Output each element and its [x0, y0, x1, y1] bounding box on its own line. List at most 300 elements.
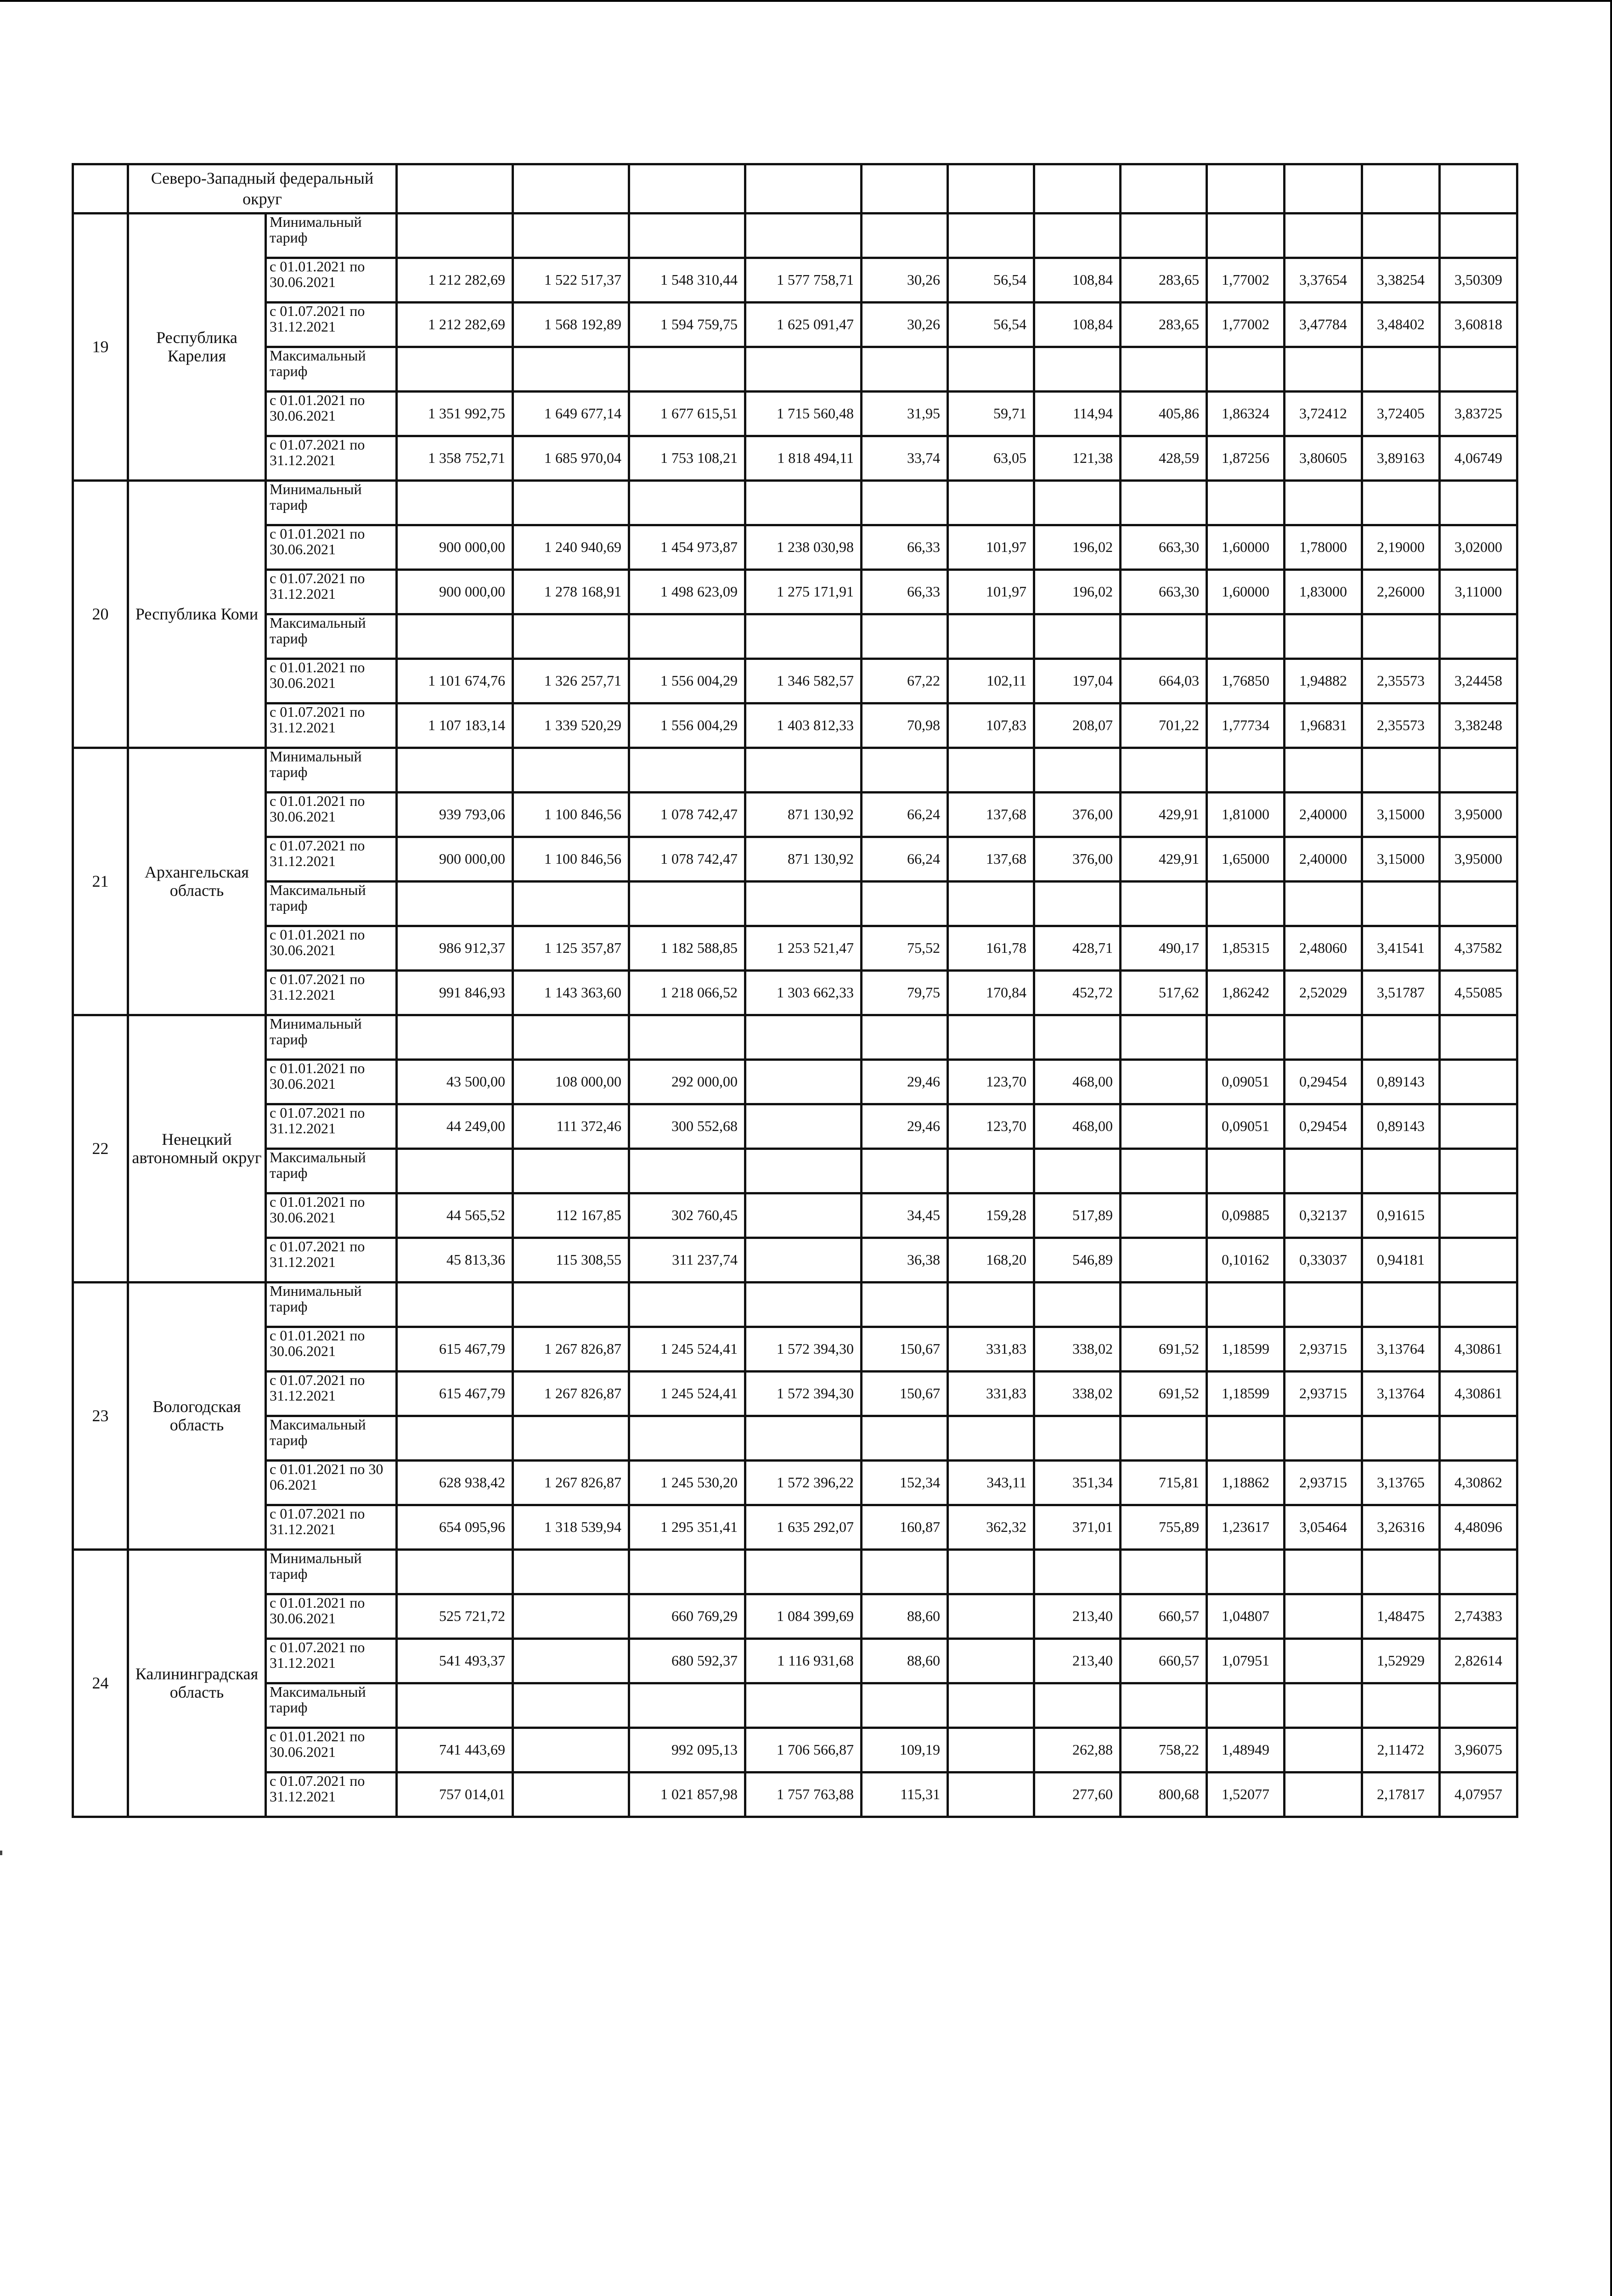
value-cell	[1285, 1728, 1362, 1773]
value-cell: 3,15000	[1362, 837, 1440, 882]
region-row	[73, 1149, 1517, 1193]
value-cell: 338,02	[1034, 1327, 1121, 1372]
empty-cell	[629, 614, 745, 659]
region-number: 24	[73, 1550, 128, 1817]
value-cell: 1 568 192,89	[513, 303, 629, 347]
value-cell: 2,93715	[1285, 1461, 1362, 1505]
value-cell: 1 078 742,47	[629, 837, 745, 882]
empty-cell	[1121, 347, 1207, 392]
value-cell: 1,04807	[1207, 1594, 1285, 1639]
empty-cell	[948, 1683, 1034, 1728]
value-cell	[1440, 1104, 1517, 1149]
max-tariff-label: Максимальный тариф	[266, 347, 397, 392]
value-cell: 101,97	[948, 570, 1034, 614]
value-cell: 150,67	[862, 1372, 948, 1416]
value-cell: 1 577 758,71	[745, 258, 862, 303]
value-cell: 331,83	[948, 1372, 1034, 1416]
region-row	[73, 614, 1517, 659]
empty-cell	[1362, 1149, 1440, 1193]
value-cell: 4,30862	[1440, 1461, 1517, 1505]
value-cell: 429,91	[1121, 837, 1207, 882]
empty-cell	[1034, 614, 1121, 659]
value-cell: 300 552,68	[629, 1104, 745, 1149]
value-cell: 102,11	[948, 659, 1034, 703]
empty-cell	[745, 1149, 862, 1193]
empty-cell	[862, 614, 948, 659]
empty-cell	[1121, 481, 1207, 525]
empty-cell	[1440, 214, 1517, 258]
period-label: с 01.07.2021 по 31.12.2021	[266, 703, 397, 748]
period-row	[73, 392, 1517, 436]
value-cell: 1 212 282,69	[397, 258, 513, 303]
empty-cell	[629, 481, 745, 525]
period-row	[73, 525, 1517, 570]
value-cell: 338,02	[1034, 1372, 1121, 1416]
value-cell	[1440, 1238, 1517, 1283]
value-cell: 109,19	[862, 1728, 948, 1773]
value-cell: 3,83725	[1440, 392, 1517, 436]
empty-cell	[745, 614, 862, 659]
value-cell: 1 635 292,07	[745, 1505, 862, 1550]
value-cell: 517,62	[1121, 971, 1207, 1015]
value-cell: 1,86324	[1207, 392, 1285, 436]
empty-cell	[1207, 214, 1285, 258]
empty-cell	[948, 882, 1034, 926]
value-cell: 123,70	[948, 1060, 1034, 1104]
period-label: с 01.07.2021 по 31.12.2021	[266, 436, 397, 481]
value-cell: 1 084 399,69	[745, 1594, 862, 1639]
value-cell: 123,70	[948, 1104, 1034, 1149]
value-cell: 1 326 257,71	[513, 659, 629, 703]
min-tariff-label: Минимальный тариф	[266, 1015, 397, 1060]
empty-cell	[513, 1149, 629, 1193]
value-cell: 311 237,74	[629, 1238, 745, 1283]
value-cell: 1 358 752,71	[397, 436, 513, 481]
value-cell: 3,48402	[1362, 303, 1440, 347]
value-cell: 351,34	[1034, 1461, 1121, 1505]
empty-cell	[745, 1416, 862, 1461]
value-cell: 1 116 931,68	[745, 1639, 862, 1683]
period-label: с 01.01.2021 по 30.06.2021	[266, 926, 397, 971]
region-row	[73, 214, 1517, 258]
empty-cell	[1440, 1550, 1517, 1594]
empty-cell	[862, 481, 948, 525]
empty-cell	[397, 1015, 513, 1060]
empty-cell	[1207, 1550, 1285, 1594]
value-cell: 3,95000	[1440, 793, 1517, 837]
value-cell: 1 572 396,22	[745, 1461, 862, 1505]
value-cell: 101,97	[948, 525, 1034, 570]
value-cell: 991 846,93	[397, 971, 513, 1015]
empty-cell	[1121, 1283, 1207, 1327]
empty-cell	[1285, 1550, 1362, 1594]
value-cell: 3,15000	[1362, 793, 1440, 837]
value-cell: 1 522 517,37	[513, 258, 629, 303]
empty-cell	[1034, 748, 1121, 793]
value-cell: 1 212 282,69	[397, 303, 513, 347]
empty-cell	[513, 1550, 629, 1594]
value-cell: 75,52	[862, 926, 948, 971]
value-cell: 170,84	[948, 971, 1034, 1015]
value-cell: 1 685 970,04	[513, 436, 629, 481]
region-row	[73, 1015, 1517, 1060]
empty-cell	[397, 882, 513, 926]
value-cell: 2,11472	[1362, 1728, 1440, 1773]
value-cell: 4,06749	[1440, 436, 1517, 481]
empty-cell	[513, 1683, 629, 1728]
value-cell	[1121, 1193, 1207, 1238]
max-tariff-label: Максимальный тариф	[266, 1149, 397, 1193]
empty-cell	[862, 1416, 948, 1461]
value-cell: 1 403 812,33	[745, 703, 862, 748]
value-cell: 3,95000	[1440, 837, 1517, 882]
empty-cell	[629, 1683, 745, 1728]
value-cell	[513, 1728, 629, 1773]
value-cell: 108,84	[1034, 258, 1121, 303]
value-cell: 115,31	[862, 1773, 948, 1817]
value-cell: 1,23617	[1207, 1505, 1285, 1550]
value-cell: 1 278 168,91	[513, 570, 629, 614]
value-cell: 741 443,69	[397, 1728, 513, 1773]
value-cell: 1 107 183,14	[397, 703, 513, 748]
value-cell: 34,45	[862, 1193, 948, 1238]
empty-cell	[629, 214, 745, 258]
region-number: 21	[73, 748, 128, 1015]
empty-cell	[1121, 1015, 1207, 1060]
value-cell: 1 218 066,52	[629, 971, 745, 1015]
value-cell: 3,13765	[1362, 1461, 1440, 1505]
value-cell	[1285, 1639, 1362, 1683]
value-cell: 1 245 524,41	[629, 1372, 745, 1416]
period-label: с 01.07.2021 по 31.12.2021	[266, 837, 397, 882]
period-row	[73, 837, 1517, 882]
value-cell: 115 308,55	[513, 1238, 629, 1283]
value-cell: 4,30861	[1440, 1327, 1517, 1372]
value-cell: 541 493,37	[397, 1639, 513, 1683]
value-cell: 161,78	[948, 926, 1034, 971]
value-cell: 59,71	[948, 392, 1034, 436]
value-cell: 112 167,85	[513, 1193, 629, 1238]
value-cell: 376,00	[1034, 837, 1121, 882]
period-label: с 01.01.2021 по 30.06.2021	[266, 1060, 397, 1104]
period-label: с 01.07.2021 по 31.12.2021	[266, 570, 397, 614]
value-cell: 197,04	[1034, 659, 1121, 703]
max-tariff-label: Максимальный тариф	[266, 614, 397, 659]
value-cell: 4,55085	[1440, 971, 1517, 1015]
period-label: с 01.07.2021 по 31.12.2021	[266, 303, 397, 347]
value-cell: 3,72412	[1285, 392, 1362, 436]
value-cell: 196,02	[1034, 525, 1121, 570]
empty-cell	[1034, 1283, 1121, 1327]
value-cell: 137,68	[948, 837, 1034, 882]
value-cell: 1 182 588,85	[629, 926, 745, 971]
value-cell: 1 572 394,30	[745, 1372, 862, 1416]
value-cell: 3,96075	[1440, 1728, 1517, 1773]
empty-cell	[745, 481, 862, 525]
value-cell: 1,52077	[1207, 1773, 1285, 1817]
period-row	[73, 303, 1517, 347]
empty-cell	[745, 347, 862, 392]
region-number: 23	[73, 1283, 128, 1550]
empty-cell	[862, 1550, 948, 1594]
empty-cell	[1121, 748, 1207, 793]
empty-cell	[745, 748, 862, 793]
value-cell	[1440, 1060, 1517, 1104]
value-cell: 452,72	[1034, 971, 1121, 1015]
region-row	[73, 481, 1517, 525]
period-row	[73, 1773, 1517, 1817]
empty-cell	[1207, 1149, 1285, 1193]
region-name: Ненецкий автономный округ	[128, 1015, 266, 1283]
value-cell: 66,24	[862, 837, 948, 882]
value-cell: 67,22	[862, 659, 948, 703]
empty-cell	[1362, 214, 1440, 258]
period-label: с 01.07.2021 по 31.12.2021	[266, 1505, 397, 1550]
value-cell: 1 649 677,14	[513, 392, 629, 436]
empty-cell	[397, 748, 513, 793]
empty-cell	[1207, 614, 1285, 659]
empty-cell	[745, 214, 862, 258]
value-cell: 1 245 524,41	[629, 1327, 745, 1372]
scan-edge-right	[1610, 0, 1612, 2296]
value-cell: 1 238 030,98	[745, 525, 862, 570]
value-cell: 56,54	[948, 303, 1034, 347]
value-cell: 88,60	[862, 1594, 948, 1639]
period-row	[73, 659, 1517, 703]
value-cell: 3,41541	[1362, 926, 1440, 971]
empty-cell	[513, 1015, 629, 1060]
value-cell: 3,11000	[1440, 570, 1517, 614]
empty-cell	[1285, 748, 1362, 793]
value-cell: 45 813,36	[397, 1238, 513, 1283]
value-cell: 1 572 394,30	[745, 1327, 862, 1372]
period-row	[73, 1104, 1517, 1149]
value-cell: 1 339 520,29	[513, 703, 629, 748]
value-cell: 1,18862	[1207, 1461, 1285, 1505]
period-row	[73, 1461, 1517, 1505]
value-cell: 1,87256	[1207, 436, 1285, 481]
value-cell: 56,54	[948, 258, 1034, 303]
value-cell: 66,24	[862, 793, 948, 837]
period-row	[73, 1327, 1517, 1372]
value-cell: 3,26316	[1362, 1505, 1440, 1550]
value-cell: 4,07957	[1440, 1773, 1517, 1817]
empty-cell	[629, 882, 745, 926]
value-cell: 160,87	[862, 1505, 948, 1550]
region-name: Республика Карелия	[128, 214, 266, 481]
empty-cell	[1362, 347, 1440, 392]
period-label: с 01.07.2021 по 31.12.2021	[266, 971, 397, 1015]
value-cell: 150,67	[862, 1327, 948, 1372]
period-label: с 01.07.2021 по 31.12.2021	[266, 1238, 397, 1283]
empty-cell	[1362, 481, 1440, 525]
value-cell: 428,59	[1121, 436, 1207, 481]
region-name: Калининградская область	[128, 1550, 266, 1817]
value-cell: 1,60000	[1207, 570, 1285, 614]
value-cell: 2,19000	[1362, 525, 1440, 570]
value-cell: 1 303 662,33	[745, 971, 862, 1015]
value-cell: 3,50309	[1440, 258, 1517, 303]
empty-cell	[397, 1149, 513, 1193]
empty-cell	[1207, 748, 1285, 793]
value-cell: 1,65000	[1207, 837, 1285, 882]
empty-cell	[1362, 1283, 1440, 1327]
value-cell: 44 565,52	[397, 1193, 513, 1238]
value-cell: 137,68	[948, 793, 1034, 837]
empty-cell	[397, 1283, 513, 1327]
period-row	[73, 570, 1517, 614]
value-cell: 654 095,96	[397, 1505, 513, 1550]
empty-cell	[1285, 1283, 1362, 1327]
value-cell: 900 000,00	[397, 525, 513, 570]
value-cell: 1 454 973,87	[629, 525, 745, 570]
value-cell: 701,22	[1121, 703, 1207, 748]
region-row	[73, 1683, 1517, 1728]
value-cell: 1,60000	[1207, 525, 1285, 570]
scan-edge-top	[0, 0, 1612, 2]
empty-cell	[1121, 1416, 1207, 1461]
period-label: с 01.07.2021 по 31.12.2021	[266, 1773, 397, 1817]
value-cell: 43 500,00	[397, 1060, 513, 1104]
empty-cell	[745, 1015, 862, 1060]
empty-cell	[745, 1550, 862, 1594]
period-row	[73, 1505, 1517, 1550]
value-cell: 660,57	[1121, 1594, 1207, 1639]
region-name: Вологодская область	[128, 1283, 266, 1550]
value-cell: 1 125 357,87	[513, 926, 629, 971]
value-cell: 0,09885	[1207, 1193, 1285, 1238]
value-cell: 1,78000	[1285, 525, 1362, 570]
empty-cell	[1440, 882, 1517, 926]
empty-cell	[1121, 1683, 1207, 1728]
empty-cell	[397, 347, 513, 392]
empty-cell	[1121, 882, 1207, 926]
empty-cell	[629, 1416, 745, 1461]
value-cell: 3,47784	[1285, 303, 1362, 347]
value-cell: 3,38248	[1440, 703, 1517, 748]
region-name: Архангельская область	[128, 748, 266, 1015]
value-cell: 213,40	[1034, 1594, 1121, 1639]
value-cell: 2,17817	[1362, 1773, 1440, 1817]
value-cell: 3,13764	[1362, 1327, 1440, 1372]
value-cell	[1121, 1238, 1207, 1283]
empty-cell	[1121, 1550, 1207, 1594]
empty-cell	[948, 1149, 1034, 1193]
empty-cell	[1207, 481, 1285, 525]
empty-cell	[862, 347, 948, 392]
value-cell: 1 267 826,87	[513, 1372, 629, 1416]
scan-mark	[0, 1851, 2, 1855]
empty-cell	[513, 1283, 629, 1327]
period-label: с 01.01.2021 по 30.06.2021	[266, 258, 397, 303]
empty-cell	[1440, 1416, 1517, 1461]
empty-cell	[397, 1416, 513, 1461]
value-cell: 88,60	[862, 1639, 948, 1683]
value-cell: 1 100 846,56	[513, 793, 629, 837]
value-cell: 871 130,92	[745, 793, 862, 837]
empty-cell	[1362, 1550, 1440, 1594]
value-cell	[1121, 1104, 1207, 1149]
empty-cell	[1121, 614, 1207, 659]
empty-cell	[862, 1015, 948, 1060]
empty-cell	[948, 347, 1034, 392]
value-cell: 168,20	[948, 1238, 1034, 1283]
value-cell: 1 548 310,44	[629, 258, 745, 303]
value-cell: 3,80605	[1285, 436, 1362, 481]
empty-cell	[397, 214, 513, 258]
empty-cell	[629, 1149, 745, 1193]
period-row	[73, 793, 1517, 837]
empty-cell	[1034, 882, 1121, 926]
empty-cell	[948, 748, 1034, 793]
value-cell: 1 143 363,60	[513, 971, 629, 1015]
empty-cell	[1362, 614, 1440, 659]
value-cell: 0,09051	[1207, 1060, 1285, 1104]
value-cell: 1 753 108,21	[629, 436, 745, 481]
min-tariff-label: Минимальный тариф	[266, 481, 397, 525]
empty-cell	[1034, 1683, 1121, 1728]
value-cell: 900 000,00	[397, 837, 513, 882]
empty-cell	[745, 1283, 862, 1327]
period-row	[73, 1594, 1517, 1639]
period-label: с 01.01.2021 по 30 06.2021	[266, 1461, 397, 1505]
region-number: 20	[73, 481, 128, 748]
period-row	[73, 971, 1517, 1015]
empty-cell	[1440, 614, 1517, 659]
value-cell: 1,94882	[1285, 659, 1362, 703]
empty-cell	[1207, 1015, 1285, 1060]
period-row	[73, 703, 1517, 748]
empty-cell	[1034, 1149, 1121, 1193]
value-cell: 4,30861	[1440, 1372, 1517, 1416]
empty-cell	[1207, 1683, 1285, 1728]
value-cell: 3,51787	[1362, 971, 1440, 1015]
empty-cell	[513, 481, 629, 525]
value-cell: 31,95	[862, 392, 948, 436]
empty-cell	[1440, 347, 1517, 392]
empty-cell	[1207, 347, 1285, 392]
value-cell: 1 498 623,09	[629, 570, 745, 614]
value-cell: 3,24458	[1440, 659, 1517, 703]
empty-cell	[1285, 347, 1362, 392]
value-cell: 1,96831	[1285, 703, 1362, 748]
min-tariff-label: Минимальный тариф	[266, 214, 397, 258]
empty-cell	[1285, 214, 1362, 258]
period-label: с 01.07.2021 по 31.12.2021	[266, 1372, 397, 1416]
value-cell: 660,57	[1121, 1639, 1207, 1683]
value-cell	[513, 1773, 629, 1817]
value-cell: 517,89	[1034, 1193, 1121, 1238]
value-cell: 468,00	[1034, 1104, 1121, 1149]
value-cell: 33,74	[862, 436, 948, 481]
value-cell: 660 769,29	[629, 1594, 745, 1639]
value-cell: 800,68	[1121, 1773, 1207, 1817]
value-cell: 2,26000	[1362, 570, 1440, 614]
value-cell: 1 101 674,76	[397, 659, 513, 703]
value-cell: 1 245 530,20	[629, 1461, 745, 1505]
region-row	[73, 882, 1517, 926]
region-name: Республика Коми	[128, 481, 266, 748]
value-cell: 2,52029	[1285, 971, 1362, 1015]
empty-cell	[745, 1683, 862, 1728]
empty-cell	[1034, 481, 1121, 525]
value-cell: 159,28	[948, 1193, 1034, 1238]
empty-cell	[948, 1015, 1034, 1060]
region-row	[73, 347, 1517, 392]
value-cell: 3,38254	[1362, 258, 1440, 303]
value-cell: 1 318 539,94	[513, 1505, 629, 1550]
empty-cell	[1034, 214, 1121, 258]
